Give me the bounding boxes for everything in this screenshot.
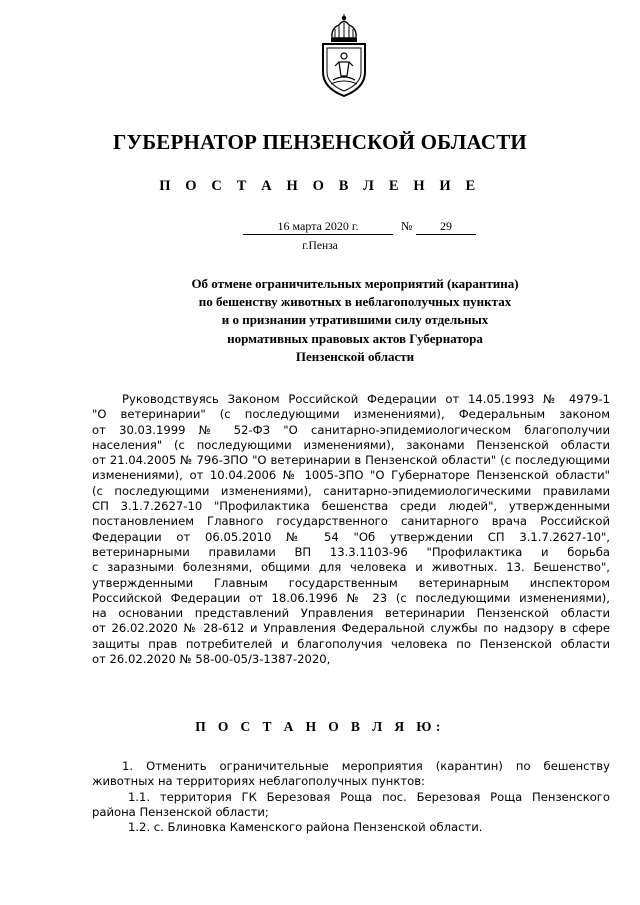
clause-1-1-line: 1.1. территория ГК Березовая Роща пос. Березовая Роща Пензенского (128, 789, 610, 804)
clause-1-line: животных на территориях неблагополучных пунктов: (92, 774, 425, 789)
subject-line: Об отмене ограничительных мероприятий (карантина) (191, 276, 519, 291)
clause-1-1-line: района Пензенской области; (92, 804, 269, 819)
preamble-line: "О ветеринарии" (с последующими изменениями), Федеральным законом (92, 407, 610, 422)
preamble-line: от 26.02.2020 № 28-612 и Управления Федеральной службы по надзору в сфере (92, 621, 610, 636)
preamble-line: постановлением Главного государственного санитарного врача Российской (92, 514, 610, 529)
preamble-line: от 26.02.2020 № 58-00-05/3-1387-2020, (92, 652, 331, 667)
clause-1-2-line: 1.2. с. Блиновка Каменского района Пензенской области. (128, 820, 483, 835)
preamble-line: на основании представлений Управления ветеринарии Пензенской области (92, 606, 610, 621)
preamble-line: защиты прав потребителей и благополучия человека по Пензенской области (92, 636, 610, 651)
preamble-line: изменениями), от 10.04.2006 № 1005-ЗПО "О Губернаторе Пензенской области" (92, 468, 610, 483)
clause-1-line: 1. Отменить ограничительные мероприятия (карантин) по бешенству (122, 759, 610, 773)
number-sign: № (401, 219, 413, 233)
subject-line: Пензенской области (295, 348, 415, 364)
preamble-line: СП 3.1.7.2627-10 "Профилактика бешенства среди людей", утвержденными (92, 499, 610, 514)
preamble-line: Руководствуясь Законом Российской Федерации от 14.05.1993 № 4979-1 (122, 392, 610, 406)
subject-line: по бешенству животных в неблагополучных пунктах (198, 294, 512, 310)
preamble-line: от 21.04.2005 № 796-ЗПО "О ветеринарии в Пензенской области" (с последующими (92, 453, 610, 468)
document-number: 29 (416, 218, 476, 235)
preamble-line: ветеринарными правилами ВП 13.3.1103-96 "Профилактика и борьба (92, 544, 610, 559)
subject-line: и о признании утратившими силу отдельных (221, 312, 489, 328)
document-date: 16 марта 2020 г. (243, 218, 393, 235)
document-type-heading: П О С Т А Н О В Л Е Н И Е (159, 178, 481, 194)
city-name: г.Пенза (302, 240, 338, 252)
preamble-line: с заразными болезнями, общими для человека и животных. 13. Бешенство", (92, 560, 610, 575)
preamble-line: от 30.03.1999 № 52-ФЗ "О санитарно-эпидемиологическом благополучии (92, 422, 610, 437)
preamble-paragraph (92, 392, 610, 667)
preamble-line: населения" (с последующими изменениями), законами Пензенской области (92, 437, 610, 452)
preamble-line: (с последующими изменениями), санитарно-эпидемиологическими правилами (92, 483, 610, 498)
authority-title: ГУБЕРНАТОР ПЕНЗЕНСКОЙ ОБЛАСТИ (113, 130, 527, 154)
preamble-line: утвержденными Главным государственным ветеринарным инспектором (92, 575, 610, 590)
preamble-line: Российской Федерации от 18.06.1996 № 23 (с последующими изменениями), (92, 590, 610, 605)
decree-heading: П О С Т А Н О В Л Я Ю: (195, 719, 445, 734)
document-subject (140, 275, 570, 366)
coat-of-arms-emblem (317, 14, 371, 98)
preamble-line: Федерации от 06.05.2010 № 54 "Об утверждении СП 3.1.7.2627-10", (92, 529, 610, 544)
clauses-section (92, 758, 610, 834)
subject-line: нормативных правовых актов Губернатора (227, 330, 483, 346)
